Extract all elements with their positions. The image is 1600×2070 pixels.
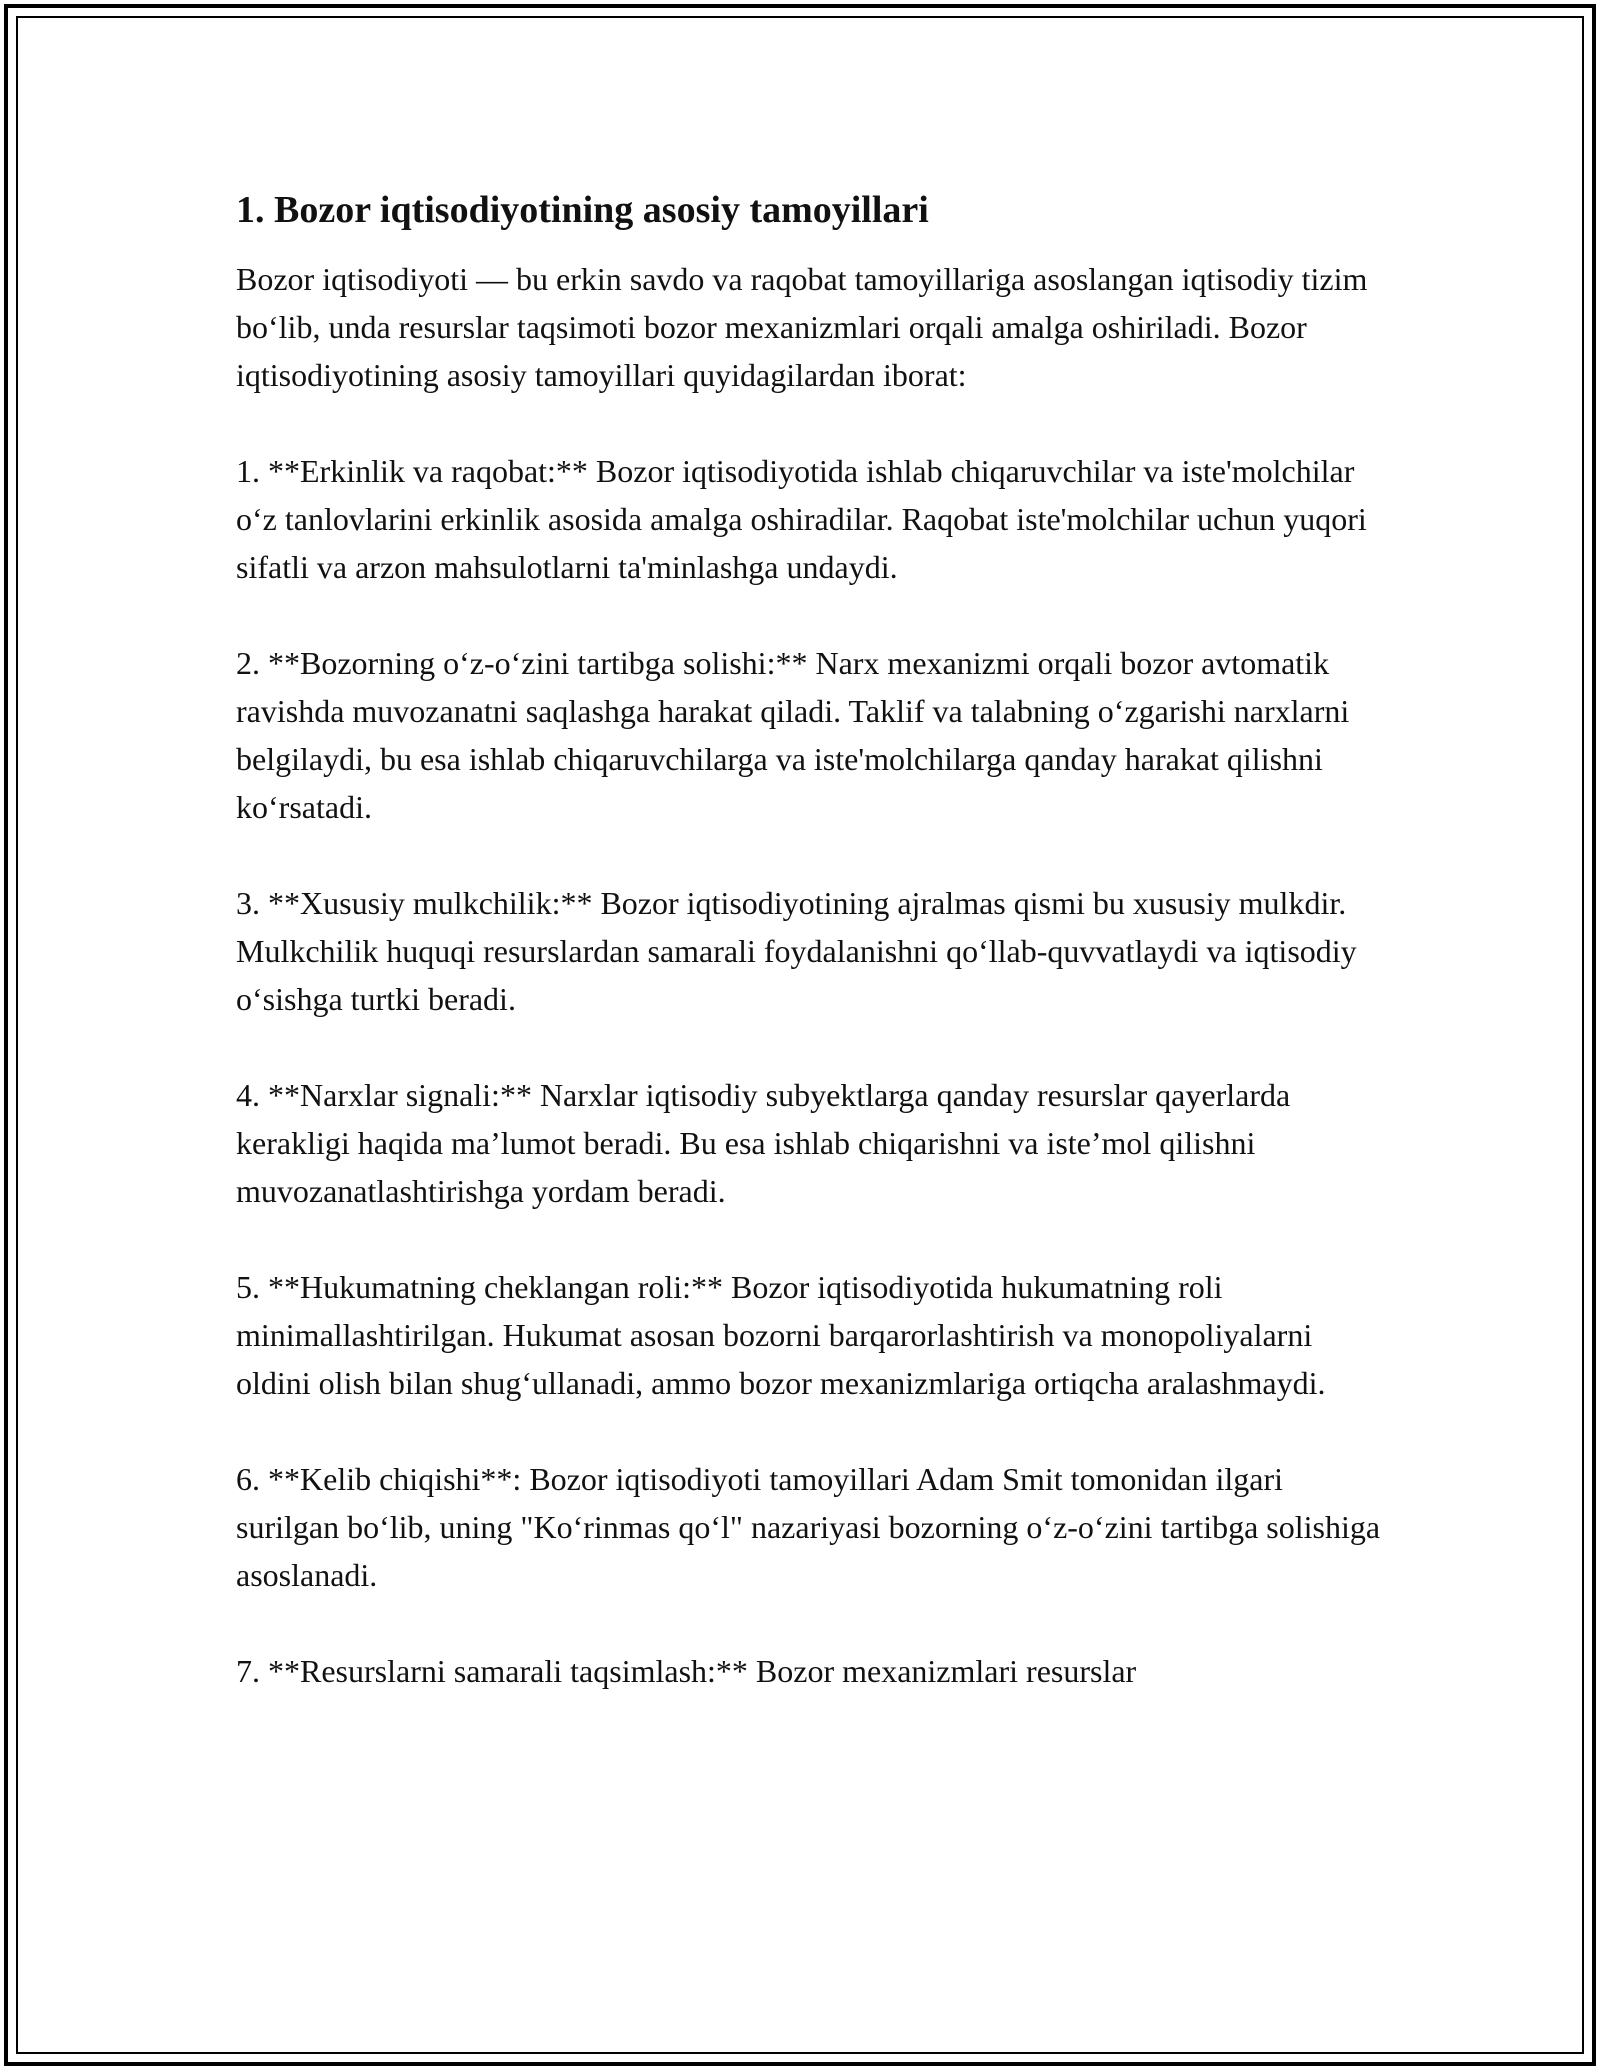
list-item-1: 1. **Erkinlik va raqobat:** Bozor iqtisodiyotida ishlab chiqaruvchilar va iste'molchilar o‘z tanlovlarini erkinlik asosida amalga oshiradilar. Raqobat iste'molchilar uchun yuqori sifatli va arzon mahsulotlarni ta'minlashga undaydi. — [236, 453, 1367, 585]
list-item-3: 3. **Xususiy mulkchilik:** Bozor iqtisodiyotining ajralmas qismi bu xususiy mulkdir. Mulkchilik huquqi resurslardan samarali foydalanishni qo‘llab-quvvatlaydi va iqtisodiy o‘sishga turtki beradi. — [236, 885, 1357, 1017]
list-item-2: 2. **Bozorning o‘z-o‘zini tartibga solishi:** Narx mexanizmi orqali bozor avtomatik ravishda muvozanatni saqlashga harakat qiladi. Taklif va talabning o‘zgarishi narxlarni belgilaydi, bu esa ishlab chiqaruvchilarga va iste'molchilarga qanday harakat qilishni ko‘rsatadi. — [236, 645, 1350, 825]
document-body — [236, 185, 1386, 1743]
list-item-4: 4. **Narxlar signali:** Narxlar iqtisodiy subyektlarga qanday resurslar qayerlarda kerakligi haqida ma’lumot beradi. Bu esa ishlab chiqarishni va iste’mol qilishni muvozanatlashtirishga yordam beradi. — [236, 1077, 1291, 1209]
list-item-5: 5. **Hukumatning cheklangan roli:** Bozor iqtisodiyotida hukumatning roli minimallashtirilgan. Hukumat asosan bozorni barqarorlashtirish va monopoliyalarni oldini olish bilan shug‘ullanadi, ammo bozor mexanizmlariga ortiqcha aralashmaydi. — [236, 1269, 1326, 1401]
document-title: 1. Bozor iqtisodiyotining asosiy tamoyillari — [236, 189, 929, 231]
list-item-7: 7. **Resurslarni samarali taqsimlash:** Bozor mexanizmlari resurslar — [236, 1653, 1137, 1689]
list-item-6: 6. **Kelib chiqishi**: Bozor iqtisodiyoti tamoyillari Adam Smit tomonidan ilgari surilgan bo‘lib, uning "Ko‘rinmas qo‘l" nazariyasi bozorning o‘z-o‘zini tartibga solishiga asoslanadi. — [236, 1461, 1381, 1593]
intro-paragraph: Bozor iqtisodiyoti — bu erkin savdo va raqobat tamoyillariga asoslangan iqtisodiy tizim bo‘lib, unda resurslar taqsimoti bozor mexanizmlari orqali amalga oshiriladi. Bozor iqtisodiyotining asosiy tamoyillari quyidagilardan iborat: — [236, 261, 1368, 393]
